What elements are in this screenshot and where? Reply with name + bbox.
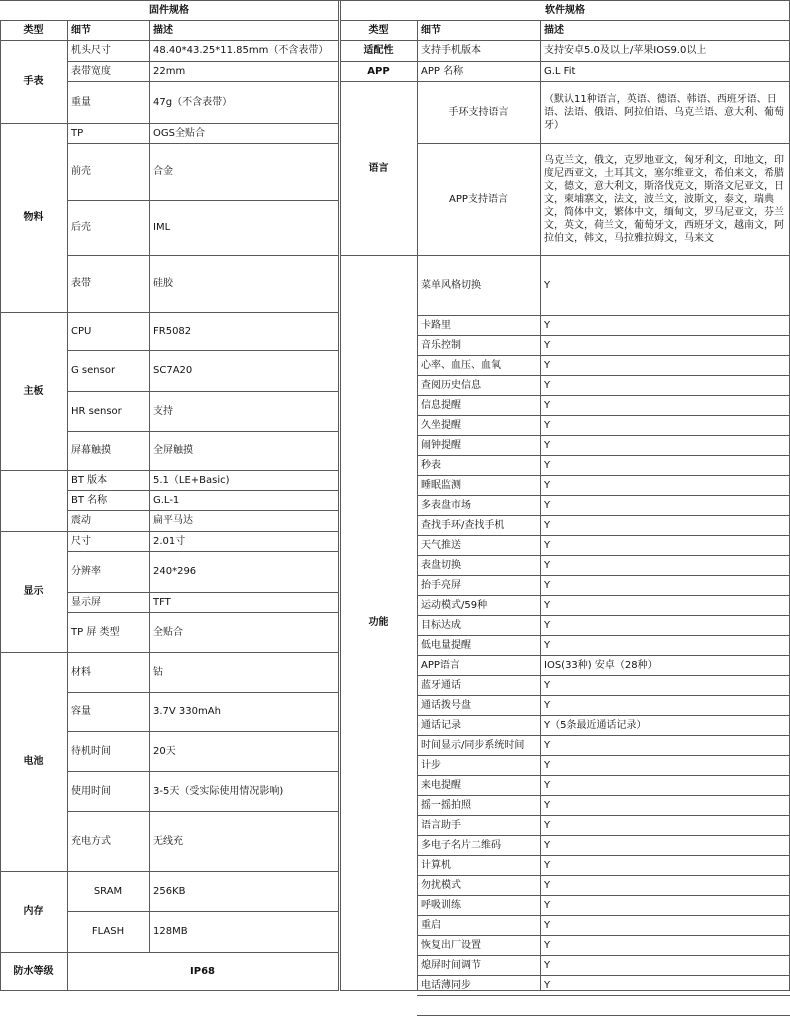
software-detail: 低电量提醒 [421, 639, 471, 651]
firmware-desc: G.L-1 [153, 494, 180, 506]
firmware-detail: 容量 [71, 706, 91, 717]
grid-line [67, 143, 339, 144]
firmware-detail: FLASH [91, 926, 125, 937]
software-desc: Y [544, 779, 551, 791]
software-desc: 支持安卓5.0及以上/苹果IOS9.0以上 [544, 45, 707, 56]
grid-line [417, 835, 790, 836]
grid-line [417, 575, 790, 576]
grid-line [0, 470, 339, 471]
grid-line [417, 635, 790, 636]
grid-line [417, 143, 790, 144]
firmware-desc: 合金 [153, 166, 173, 177]
grid-line [0, 652, 339, 653]
grid-line [417, 695, 790, 696]
firmware-detail: 待机时间 [71, 745, 111, 757]
firmware-desc: FR5082 [153, 325, 192, 337]
software-detail: 查找手环/查找手机 [421, 519, 505, 531]
grid-line [340, 61, 790, 62]
software-desc: Y [544, 959, 551, 971]
grid-line [67, 692, 339, 693]
firmware-detail: G sensor [71, 365, 116, 376]
firmware-detail: 后壳 [71, 222, 91, 233]
firmware-desc: 48.40*43.25*11.85mm（不含表带） [153, 45, 329, 56]
grid-line [417, 975, 790, 976]
grid-line [417, 675, 790, 676]
grid-line [0, 20, 1, 991]
grid-line [67, 811, 339, 812]
software-title: 软件规格 [545, 4, 585, 16]
software-detail: 计步 [421, 759, 441, 771]
firmware-detail: 重量 [71, 96, 91, 108]
firmware-detail: 充电方式 [71, 835, 111, 847]
software-desc: 乌克兰文，俄文，克罗地亚文，匈牙利文，印地文，印度尼西亚文，土耳其文，塞尔维亚文，希伯来文，希腊文，德文，意大利文，斯洛伐克文，斯洛文尼亚文，日文，柬埔寨文，法文，波兰文，波斯文，泰文，瑞典文，简体中文，繁体中文，缅甸文，罗马尼亚文，芬兰文，英文，荷兰文，葡萄牙文，西班牙文，越南文，阿拉伯文，韩文，马拉雅拉姆文，马来文 [544, 154, 784, 244]
grid-line [67, 20, 68, 991]
software-desc: Y [544, 399, 551, 411]
software-desc: Y [544, 739, 551, 751]
software-desc: Y [544, 639, 551, 651]
firmware-detail: CPU [71, 325, 92, 337]
software-desc: Y [544, 619, 551, 631]
software-detail [417, 995, 540, 1015]
firmware-desc: TFT [153, 596, 171, 608]
software-detail: 来电提醒 [421, 779, 461, 791]
firmware-desc: 2.01寸 [153, 535, 186, 547]
firmware-category: 电池 [23, 756, 44, 767]
firmware-desc: 256KB [153, 885, 186, 897]
grid-line [340, 0, 341, 991]
software-desc: Y [544, 579, 551, 591]
header-desc: 描述 [153, 24, 173, 36]
software-detail: 呼吸训练 [421, 899, 461, 911]
grid-line [340, 81, 790, 82]
grid-line [417, 315, 790, 316]
software-desc [540, 995, 790, 1015]
software-desc: Y [544, 599, 551, 611]
firmware-category: 显示 [23, 586, 44, 597]
software-desc: G.L Fit [544, 65, 576, 77]
software-desc: Y [544, 479, 551, 491]
header-type: 类型 [368, 24, 389, 36]
grid-line [67, 911, 339, 912]
grid-line [417, 375, 790, 376]
software-detail: 熄屏时间调节 [421, 959, 481, 971]
firmware-desc: IML [153, 222, 171, 233]
grid-line [417, 655, 790, 656]
grid-line [417, 875, 790, 876]
firmware-detail: 分辨率 [71, 566, 101, 577]
grid-line [417, 475, 790, 476]
software-desc: Y [544, 699, 551, 711]
software-desc: Y [544, 339, 551, 351]
grid-line [340, 20, 790, 21]
firmware-desc: 22mm [153, 65, 186, 77]
software-detail: 闹钟提醒 [421, 439, 461, 451]
grid-line [0, 990, 339, 991]
firmware-desc: 钴 [153, 666, 163, 678]
grid-line [417, 855, 790, 856]
grid-line [67, 510, 339, 511]
firmware-detail: 表带 [71, 278, 91, 289]
firmware-desc: 支持 [153, 405, 173, 417]
firmware-desc: 3.7V 330mAh [153, 706, 221, 717]
firmware-desc: 128MB [153, 926, 188, 937]
grid-line [417, 595, 790, 596]
grid-line [417, 955, 790, 956]
firmware-desc: 20天 [153, 745, 176, 757]
software-detail: 勿扰模式 [421, 879, 461, 891]
firmware-detail: 使用时间 [71, 785, 111, 797]
software-detail: 蓝牙通话 [421, 679, 461, 691]
software-detail: 支持手机版本 [421, 45, 481, 56]
grid-line [417, 335, 790, 336]
waterproof-value: IP68 [190, 965, 215, 977]
grid-line [540, 20, 541, 991]
grid-line [67, 350, 339, 351]
firmware-category: 物料 [23, 212, 44, 223]
software-desc: Y [544, 499, 551, 511]
grid-line [0, 20, 339, 21]
header-desc: 描述 [544, 24, 564, 36]
software-category: 适配性 [363, 45, 394, 56]
grid-line [417, 535, 790, 536]
firmware-detail: 显示屏 [71, 596, 101, 608]
software-detail: 天气推送 [421, 539, 461, 551]
software-detail: 抬手亮屏 [421, 579, 461, 591]
header-detail: 细节 [421, 24, 441, 36]
software-detail: 通话拨号盘 [421, 699, 471, 711]
grid-line [417, 515, 790, 516]
firmware-desc: 5.1（LE+Basic) [153, 474, 230, 486]
software-desc: Y [544, 759, 551, 771]
grid-line [417, 615, 790, 616]
software-desc: Y [544, 419, 551, 431]
grid-line [417, 735, 790, 736]
grid-line [417, 895, 790, 896]
firmware-detail: 尺寸 [71, 535, 91, 547]
grid-line [0, 40, 339, 41]
grid-line [340, 990, 790, 991]
grid-line [0, 531, 339, 532]
firmware-detail: 材料 [71, 666, 91, 678]
grid-line [417, 455, 790, 456]
firmware-detail: 机头尺寸 [71, 45, 111, 56]
software-desc: Y [544, 459, 551, 471]
software-category: APP [367, 65, 390, 77]
firmware-detail: 屏幕触摸 [71, 445, 111, 456]
software-desc: Y [544, 359, 551, 371]
software-detail: 多表盘市场 [421, 499, 471, 511]
firmware-detail: 表带宽度 [71, 65, 111, 77]
grid-line [0, 0, 790, 1]
software-detail: 菜单风格切换 [421, 279, 481, 291]
waterproof-label: 防水等级 [13, 965, 54, 977]
grid-line [67, 731, 339, 732]
software-desc: Y [544, 899, 551, 911]
firmware-detail: TP 屏 类型 [71, 626, 120, 638]
grid-line [67, 61, 339, 62]
firmware-detail: SRAM [93, 885, 123, 897]
firmware-category: 主板 [23, 385, 44, 397]
grid-line [67, 490, 339, 491]
software-detail: 通话记录 [421, 719, 461, 731]
software-detail: 重启 [421, 919, 441, 931]
software-detail: 久坐提醒 [421, 419, 461, 431]
firmware-detail: BT 名称 [71, 494, 108, 506]
software-desc: Y [544, 439, 551, 451]
software-detail: 目标达成 [421, 619, 461, 631]
grid-line [67, 592, 339, 593]
firmware-desc: 无线充 [153, 835, 183, 847]
firmware-desc: SC7A20 [153, 365, 193, 376]
grid-line [417, 775, 790, 776]
header-detail: 细节 [71, 24, 91, 36]
grid-line [67, 551, 339, 552]
grid-line [417, 755, 790, 756]
software-desc: Y [544, 819, 551, 831]
software-desc: Y [544, 279, 551, 291]
software-desc: Y [544, 379, 551, 391]
firmware-title: 固件规格 [149, 4, 189, 16]
grid-line [340, 255, 790, 256]
software-desc: Y（5条最近通话记录） [544, 719, 647, 731]
grid-line [67, 391, 339, 392]
software-detail: 计算机 [421, 859, 451, 871]
software-category: 功能 [368, 617, 389, 628]
grid-line [417, 815, 790, 816]
software-desc: Y [544, 979, 551, 991]
grid-line [417, 415, 790, 416]
grid-line [417, 795, 790, 796]
firmware-desc: OGS全贴合 [153, 127, 205, 139]
grid-line [417, 935, 790, 936]
software-desc: （默认11种语言，英语、德语、韩语、西班牙语、日语、法语、俄语、阿拉伯语、乌克兰语、意大利、葡萄牙） [544, 93, 784, 131]
firmware-detail: 震动 [71, 515, 91, 526]
software-desc: Y [544, 519, 551, 531]
software-detail: 秒表 [421, 459, 441, 471]
grid-line [417, 355, 790, 356]
software-desc: Y [544, 859, 551, 871]
software-desc: Y [544, 939, 551, 951]
software-detail: 查阅历史信息 [421, 379, 481, 391]
software-detail: 音乐控制 [421, 339, 461, 351]
grid-line [0, 123, 339, 124]
firmware-detail: TP [71, 127, 84, 139]
software-detail: APP支持语言 [449, 193, 508, 205]
grid-line [417, 995, 790, 996]
software-detail: 语言助手 [421, 819, 461, 831]
software-detail: 摇一摇拍照 [421, 799, 471, 811]
software-detail: 恢复出厂设置 [421, 939, 481, 951]
grid-line [67, 771, 339, 772]
software-desc: Y [544, 319, 551, 331]
firmware-desc: 47g（不含表带） [153, 96, 233, 108]
software-detail: 电话薄同步 [421, 979, 471, 991]
grid-line [67, 255, 339, 256]
grid-line [0, 952, 339, 953]
firmware-desc: 全贴合 [153, 626, 183, 638]
firmware-category: 手表 [23, 76, 44, 87]
firmware-desc: 全屏触摸 [153, 445, 193, 456]
software-desc: Y [544, 679, 551, 691]
firmware-desc: 扁平马达 [153, 515, 193, 526]
grid-line [67, 81, 339, 82]
firmware-desc: 240*296 [153, 566, 197, 577]
software-detail: APP 名称 [421, 65, 464, 77]
software-category: 语言 [368, 162, 389, 174]
grid-line [417, 20, 418, 991]
firmware-detail: HR sensor [71, 405, 122, 417]
software-detail: 信息提醒 [421, 399, 461, 411]
grid-line [338, 0, 339, 991]
firmware-detail: BT 版本 [71, 474, 108, 486]
software-detail: 多电子名片二维码 [421, 839, 501, 851]
software-detail: 心率、血压、血氧 [421, 359, 501, 371]
software-detail: 时间显示/同步系统时间 [421, 739, 525, 751]
software-detail: 手环支持语言 [448, 106, 509, 118]
software-detail: 卡路里 [421, 319, 451, 331]
software-desc: IOS(33种) 安卓（28种） [544, 659, 658, 671]
grid-line [417, 715, 790, 716]
grid-line [417, 495, 790, 496]
firmware-desc: 硅胶 [153, 278, 173, 289]
software-detail: 运动模式/59种 [421, 599, 488, 611]
grid-line [67, 431, 339, 432]
grid-line [417, 395, 790, 396]
software-detail: 表盘切换 [421, 559, 461, 571]
firmware-desc: 3-5天（受实际使用情况影响) [153, 785, 284, 797]
software-desc: Y [544, 839, 551, 851]
grid-line [340, 40, 790, 41]
software-desc: Y [544, 539, 551, 551]
software-desc: Y [544, 919, 551, 931]
software-detail: 睡眠监测 [421, 479, 461, 491]
software-desc: Y [544, 559, 551, 571]
firmware-category: 内存 [23, 906, 44, 917]
grid-line [0, 871, 339, 872]
software-desc: Y [544, 799, 551, 811]
grid-line [67, 200, 339, 201]
grid-line [417, 435, 790, 436]
grid-line [67, 612, 339, 613]
firmware-detail: 前壳 [71, 166, 91, 177]
software-detail: APP语言 [421, 659, 460, 671]
grid-line [0, 312, 339, 313]
grid-line [417, 555, 790, 556]
grid-line [417, 915, 790, 916]
header-type: 类型 [23, 24, 44, 36]
grid-line [149, 20, 150, 953]
software-desc: Y [544, 879, 551, 891]
